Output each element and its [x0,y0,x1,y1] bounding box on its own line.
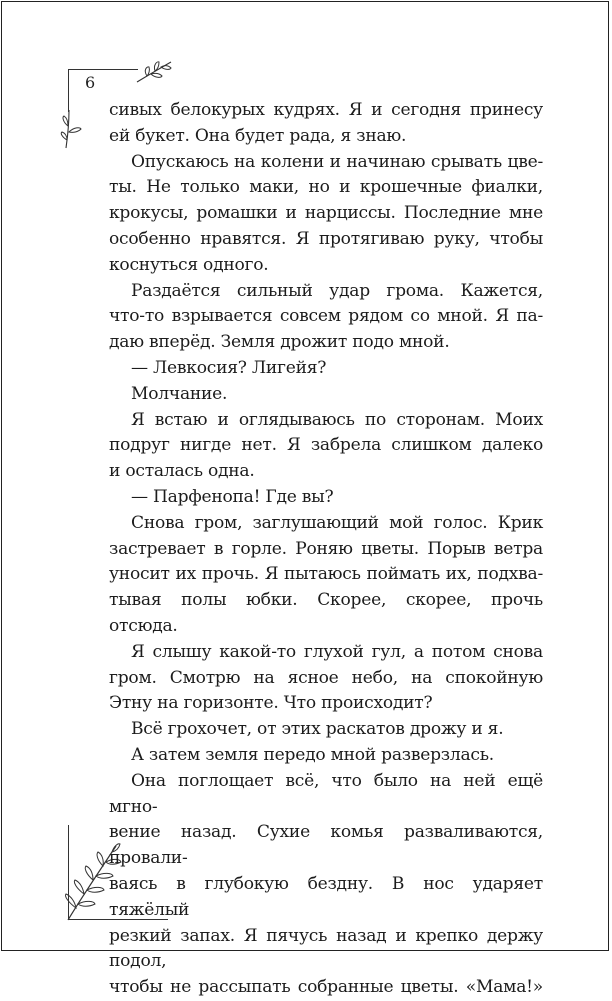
text-line: Снова гром, заглушающий мой голос. Крик [131,512,543,533]
frame-line-top-vertical [68,69,69,112]
text-line: застревает в горле. Роняю цветы. Порыв ветра [109,538,543,559]
text-line: ваясь в глубокую бездну. В нос ударяет тяжёлый [109,873,543,920]
text-line: Молчание. [131,383,228,404]
text-line: — Левкосия? Лигейя? [131,357,327,378]
text-line: ты. Не только маки, но и крошечные фиалки, [109,177,543,198]
text-line: уносит их прочь. Я пытаюсь поймать их, подхва- [109,564,543,585]
text-line: и осталась одна. [109,461,255,482]
book-page [1,1,609,998]
text-line: коснуться одного. [109,254,269,275]
text-line: ей букет. Она будет рада, я знаю. [109,125,407,146]
text-line: резкий запах. Я пячусь назад и крепко держу подол, [109,925,543,972]
frame-line-top-horizontal [68,69,138,70]
text-line: Она поглощает всё, что было на ней ещё мгно- [109,770,543,817]
text-line: тывая полы юбки. Скорее, скорее, прочь отсюда. [109,590,543,636]
text-line: гром. Смотрю на ясное небо, на спокойную [109,667,543,688]
page-number: 6 [85,73,96,92]
text-line: особенно нравятся. Я протягиваю руку, чтобы [109,228,543,249]
text-line: Я встаю и оглядываюсь по сторонам. Моих [131,409,543,430]
text-line: вение назад. Сухие комья разваливаются, провали- [109,822,543,869]
text-line: А затем земля передо мной разверзлась. [131,744,494,765]
leaf-sprig-icon [135,58,175,86]
text-line: — Парфенопа! Где вы? [131,486,334,507]
text-line: Я слышу какой-то глухой гул, а потом снова [131,641,543,662]
leaf-sprig-icon [60,108,90,150]
text-line: что-то взрывается совсем рядом со мной. Я па- [109,306,543,327]
text-line: Опускаюсь на колени и начинаю срывать цве- [131,151,543,172]
text-line: Раздаётся сильный удар грома. Кажется, [131,280,543,301]
text-line: крокусы, ромашки и нарциссы. Последние мне [109,203,543,224]
text-line: Всё грохочет, от этих раскатов дрожу и я. [131,719,504,740]
text-line: Этну на горизонте. Что происходит? [109,693,433,714]
text-line: сивых белокурых кудрях. Я и сегодня принесу [109,100,543,120]
body-text [109,98,543,1001]
text-line: чтобы не рассыпать собранные цветы. «Мама!» [109,977,543,998]
text-line: подруг нигде нет. Я забрела слишком далеко [109,435,543,456]
text-line: даю вперёд. Земля дрожит подо мной. [109,332,450,353]
